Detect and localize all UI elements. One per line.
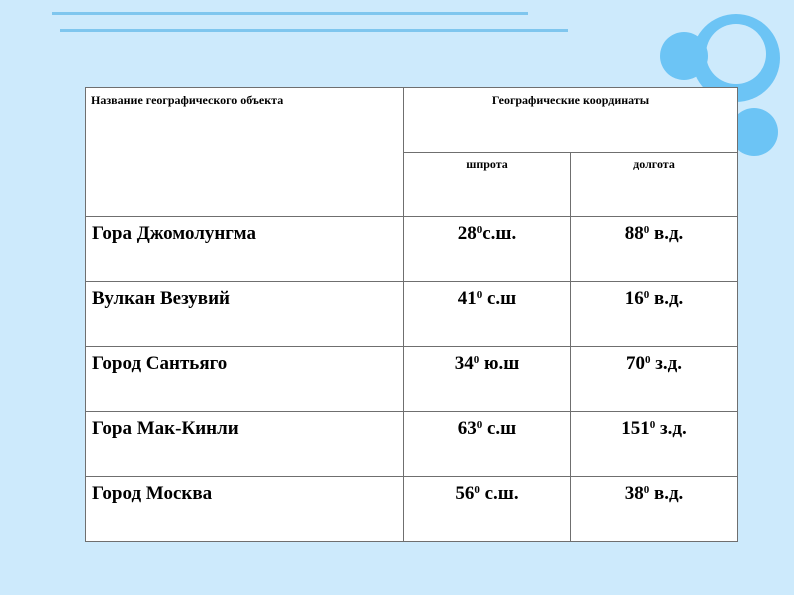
latitude-cell (404, 282, 571, 347)
table-row (86, 282, 738, 347)
latitude-cell (404, 477, 571, 542)
latitude-value: 34 (454, 353, 474, 374)
longitude-suffix: з.д. (655, 418, 687, 439)
degree-mark: 0 (476, 224, 483, 236)
degree-mark: 0 (474, 484, 480, 496)
latitude-suffix: с.ш (482, 288, 517, 309)
decorative-line-top (52, 12, 528, 15)
degree-mark: 0 (643, 289, 650, 301)
object-name: Гора Джомолунгма (86, 217, 404, 282)
object-name: Вулкан Везувий (86, 282, 404, 347)
object-name: Город Москва (86, 477, 404, 542)
object-name: Гора Мак-Кинли (86, 412, 404, 477)
header-longitude: долгота (571, 153, 738, 217)
latitude-value: 28 (457, 223, 477, 244)
longitude-value: 16 (624, 288, 644, 309)
header-object-name: Название географического объекта (86, 88, 404, 217)
longitude-cell (571, 217, 738, 282)
degree-mark: 0 (473, 354, 480, 366)
latitude-cell (404, 347, 571, 412)
degree-mark: 0 (476, 289, 483, 301)
latitude-suffix: с.ш. (482, 223, 517, 244)
degree-mark: 0 (643, 224, 650, 236)
longitude-cell (571, 412, 738, 477)
latitude-suffix: с.ш (482, 418, 517, 439)
longitude-cell (571, 282, 738, 347)
degree-mark: 0 (645, 354, 651, 366)
latitude-suffix: ю.ш (479, 353, 520, 374)
longitude-suffix: в.д. (649, 288, 684, 309)
table-header-row (86, 88, 738, 153)
latitude-value: 56 (455, 483, 475, 504)
latitude-cell (404, 217, 571, 282)
longitude-value: 88 (624, 223, 644, 244)
table-row (86, 412, 738, 477)
longitude-suffix: в.д. (649, 223, 684, 244)
longitude-value: 38 (624, 483, 644, 504)
latitude-cell (404, 412, 571, 477)
header-latitude: шпрота (404, 153, 571, 217)
decorative-line-bottom (60, 29, 568, 32)
bubble-large-inner (706, 24, 766, 84)
latitude-value: 41 (457, 288, 477, 309)
degree-mark: 0 (476, 419, 483, 431)
longitude-value: 151 (621, 418, 650, 439)
longitude-cell (571, 347, 738, 412)
longitude-value: 70 (626, 353, 645, 374)
degree-mark: 0 (649, 419, 656, 431)
longitude-suffix: в.д. (649, 483, 684, 504)
latitude-suffix: с.ш. (479, 483, 519, 504)
table-row (86, 347, 738, 412)
header-coordinates: Географические координаты (404, 88, 738, 153)
longitude-suffix: з.д. (650, 353, 682, 374)
bubble-left (660, 32, 708, 80)
longitude-cell (571, 477, 738, 542)
degree-mark: 0 (643, 484, 650, 496)
geographic-coordinates-table (85, 87, 738, 542)
object-name: Город Сантьяго (86, 347, 404, 412)
table-row (86, 217, 738, 282)
table-row (86, 477, 738, 542)
latitude-value: 63 (457, 418, 477, 439)
